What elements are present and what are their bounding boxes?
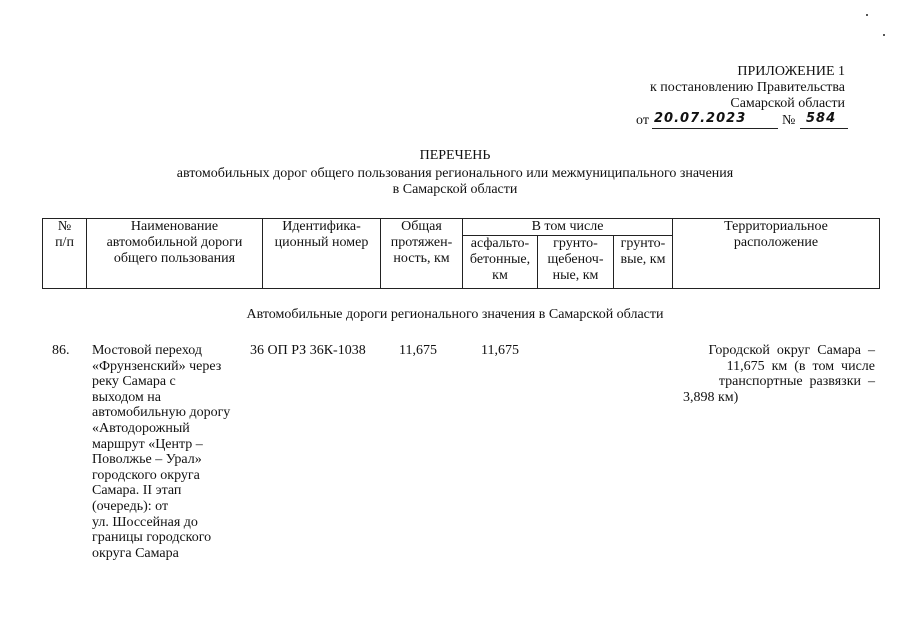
from-prefix: от xyxy=(636,113,649,128)
col-header-dirt: грунто- вые, км xyxy=(614,236,673,289)
doc-title: ПЕРЕЧЕНЬ xyxy=(419,148,491,163)
handwritten-date: 20.07.2023 xyxy=(654,111,747,126)
number-underline xyxy=(800,128,848,129)
table-header xyxy=(42,218,880,289)
asphalt-length: 11,675 xyxy=(481,343,519,358)
col-header-gravel: грунто- щебеноч- ные, км xyxy=(538,236,614,289)
row-number: 86. xyxy=(52,343,70,358)
ident-number: 36 ОП РЗ 36К-1038 xyxy=(250,343,366,358)
col-header-length: Общая протяжен- ность, км xyxy=(381,219,463,289)
handwritten-number: 584 xyxy=(806,111,837,126)
total-length: 11,675 xyxy=(399,343,437,358)
date-underline xyxy=(652,128,778,129)
scan-mark xyxy=(866,14,868,16)
appendix-line1: к постановлению Правительства xyxy=(649,80,845,95)
appendix-title: ПРИЛОЖЕНИЕ 1 xyxy=(737,64,845,79)
col-header-num: № п/п xyxy=(43,219,87,289)
section-title: Автомобильные дороги регионального значения в Самарской области xyxy=(246,307,664,322)
number-label: № xyxy=(782,113,796,128)
col-header-asphalt: асфальто- бетонные, км xyxy=(463,236,538,289)
col-header-ident: Идентифика- ционный номер xyxy=(263,219,381,289)
appendix-date-line xyxy=(636,113,848,133)
territory-text: Городской округ Самара – 11,675 км (в том числе транспортные развязки – 3,898 км) xyxy=(683,343,875,405)
road-name: Мостовой переход «Фрунзенский» через реку Самара с выходом на автомобильную дорогу «Автодорожный маршрут «Центр – Поволжье – Урал» городского округа Самара. II этап (очередь): от ул. Шоссейная до границы городского округа Самара xyxy=(92,343,231,561)
col-header-territory: Территориальное расположение xyxy=(673,219,880,289)
appendix-line2: Самарской области xyxy=(730,96,845,111)
col-header-name: Наименование автомобильной дороги общего пользования xyxy=(87,219,263,289)
doc-subtitle-1: автомобильных дорог общего пользования регионального или межмуниципального значения xyxy=(176,166,734,181)
scan-mark xyxy=(883,34,885,36)
col-header-including: В том числе xyxy=(463,219,673,236)
doc-subtitle-2: в Самарской области xyxy=(392,182,518,197)
